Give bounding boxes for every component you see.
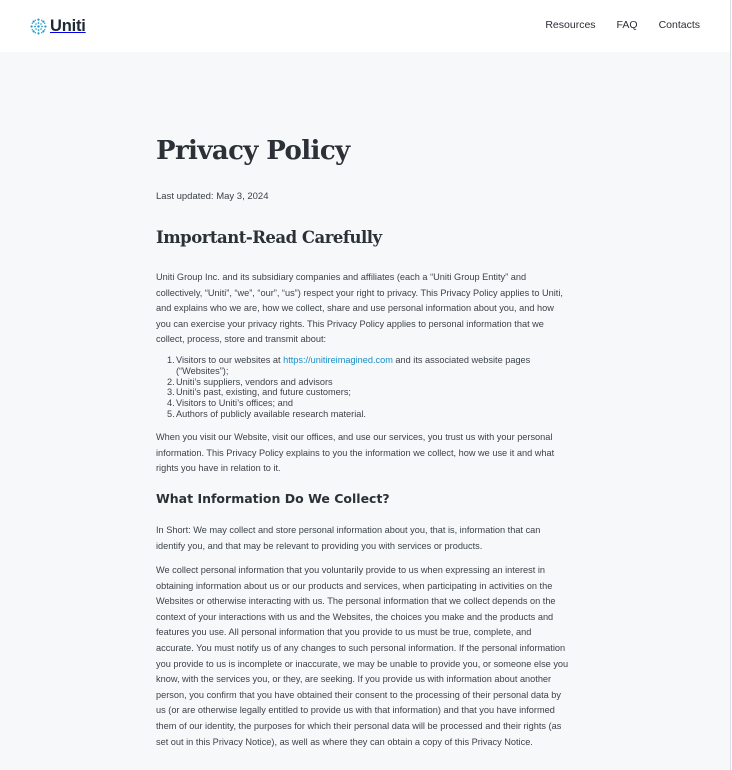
list-number: 3. xyxy=(167,387,175,398)
list-item xyxy=(156,355,571,377)
list-item-text: Uniti’s past, existing, and future customers; xyxy=(176,387,351,398)
nav-contacts[interactable]: Contacts xyxy=(658,19,700,31)
intro-paragraph: Uniti Group Inc. and its subsidiary companies and affiliates (each a “Uniti Group Entity” and collectively, “Uniti”, “we”, “our”, “us”) respect your right to privacy. This Privacy Policy applies to Uniti, and explains who we are, how we collect, share and use personal information about you, and how you can exercise your privacy rights. This Privacy Policy applies to personal information that we collect, process, store and transmit about: xyxy=(156,272,563,345)
uniti-dot-flower-icon xyxy=(30,18,47,35)
section-heading-collect: What Information Do We Collect? xyxy=(156,491,390,506)
list-item xyxy=(156,398,571,409)
list-item-text: Visitors to Uniti’s offices; and xyxy=(176,398,293,409)
list-item xyxy=(156,377,571,388)
list-number: 4. xyxy=(167,398,175,409)
trust-paragraph: When you visit our Website, visit our offices, and use our services, you trust us with your personal information. This Privacy Policy explains to you the information we collect, how we use it and what rights you have in relation to it. xyxy=(156,432,555,474)
list-item-text: Authors of publicly available research material. xyxy=(176,408,366,419)
logo-text: Uniti xyxy=(50,16,86,35)
list-number: 2. xyxy=(167,376,175,387)
section-heading-important: Important-Read Carefully xyxy=(156,228,382,247)
nav-faq[interactable]: FAQ xyxy=(616,19,638,31)
list-number: 5. xyxy=(167,408,175,419)
logo[interactable] xyxy=(30,15,86,37)
scope-list xyxy=(156,355,571,420)
collect-paragraph: We collect personal information that you voluntarily provide to us when expressing an interest in obtaining information about us or our products and services, when participating in activities on the Websites or otherwise interacting with us. The personal information that we collect depends on the context of your interactions with us and the Websites, the choices you make and the products and features you use. All personal information that you provide to us must be true, complete, and accurate. You must notify us of any changes to such personal information. If the personal information you provide to us is incomplete or inaccurate, we may be unable to provide you, or someone else you know, with the services you, or they, are seeking. If you provide us with information about another person, you confirm that you have obtained their consent to the processing of their personal data by us (or are otherwise legally entitled to provide us with that information) and that you have informed them of our identity, the purposes for which their personal data will be processed and their rights (as set out in this Privacy Notice), as well as where they can obtain a copy of this Privacy Notice. xyxy=(156,565,569,747)
list-item-text-before: Visitors to our websites at xyxy=(176,355,284,365)
list-item xyxy=(156,409,571,420)
site-header xyxy=(0,0,731,52)
nav-resources[interactable]: Resources xyxy=(545,19,596,31)
list-number: 1. xyxy=(167,355,175,365)
website-link[interactable]: https://unitireimagined.com xyxy=(283,355,393,365)
last-updated: Last updated: May 3, 2024 xyxy=(156,191,269,202)
list-item-text-after: and its associated website pages (“Websites”); xyxy=(176,355,531,376)
list-item xyxy=(156,387,571,398)
list-item-text: Uniti’s suppliers, vendors and advisors xyxy=(176,376,333,387)
page-title: Privacy Policy xyxy=(156,136,350,166)
top-nav xyxy=(545,19,700,31)
in-short-paragraph: In Short: We may collect and store personal information about you, that is, information that can identify you, and that may be relevant to providing you with services or products. xyxy=(156,525,541,551)
